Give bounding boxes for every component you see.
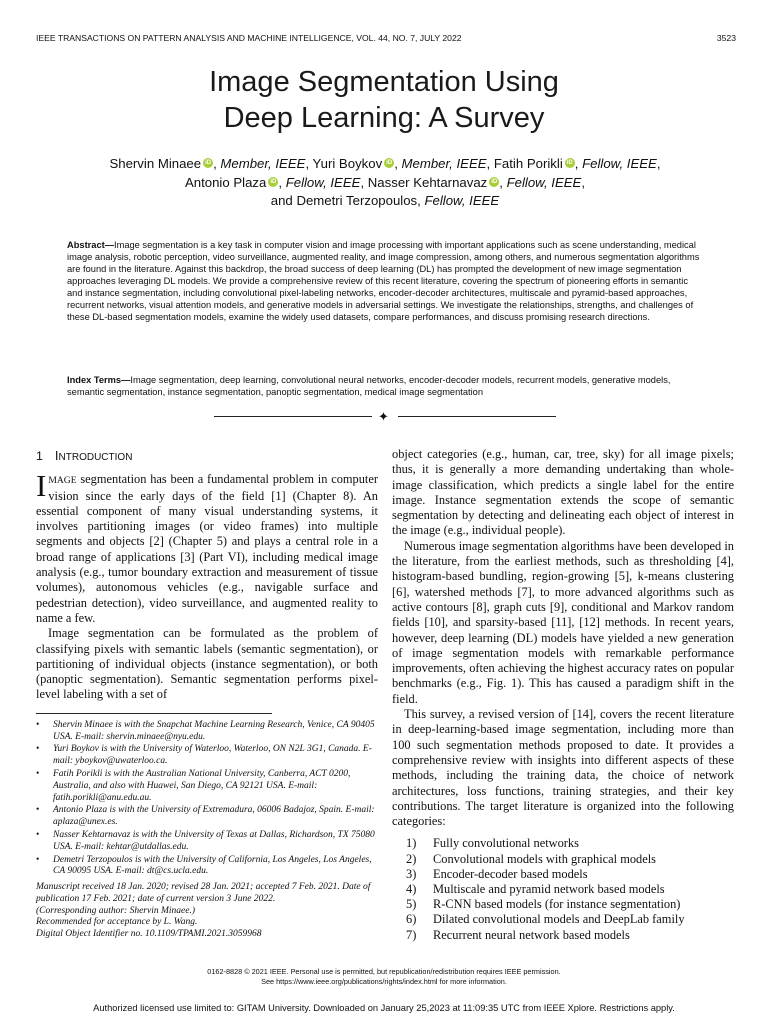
abstract-text: Image segmentation is a key task in computer vision and image processing with important applications such as scene understanding, medical image analysis, robotic perception, video surveillance, augmented reality, and image compression, among others, and numerous segmentation algorithms are found in the literature. Against this backdrop, the broad success of deep learning (DL) has prompted the development of new image segmentation approaches leveraging DL models. We provide a comprehensive review of this recent literature, covering the spectrum of pioneering efforts in semantic and instance segmentation, including convolutional pixel-labeling networks, encoder-decoder architectures, multiscale and pyramid-based approaches, recurrent networks, visual attention models, and generative models in adversarial settings. We investigate the relationships, strengths, and challenges of these DL-based segmentation models, examine the widely used datasets, compare performances, and discuss promising research directions. — [67, 240, 700, 323]
author-role: Fellow, IEEE — [285, 174, 361, 190]
intro-paragraph-2: Image segmentation can be formulated as the problem of classifying pixels with semantic labels (semantic segmentation), or partitioning of individual objects (instance segmentation), or both (panoptic segmentation). Semantic segmentation performs pixel-level labeling with a set of — [36, 626, 378, 702]
orcid-icon[interactable]: iD — [386, 160, 393, 166]
authorized-use-notice: Authorized licensed use limited to: GITAM University. Downloaded on January 25,2023 at 11:09:35 UTC from IEEE Xplore. Restrictions apply. — [93, 1003, 675, 1013]
running-header — [36, 33, 736, 43]
copyright-line-1: 0162-8828 © 2021 IEEE. Personal use is permitted, but republication/redistribution requires IEEE permission. — [207, 967, 561, 976]
page-number: 3523 — [716, 33, 736, 43]
index-terms-label: Index Terms — [67, 375, 122, 385]
list-item: 3) Encoder-decoder based models — [406, 866, 588, 881]
list-item: 4) Multiscale and pyramid network based models — [406, 882, 665, 897]
author-line-1: Shervin Minaee iD , Member, IEEE, Yuri Boykov iD , Member, IEEE, Fatih Porikli iD , Fellow, IEEE, — [109, 156, 661, 171]
author-name: Yuri Boykov — [312, 156, 383, 171]
author-role: Fellow, IEEE — [506, 174, 582, 190]
list-item: 5) R-CNN based models (for instance segmentation) — [406, 897, 681, 912]
author-role: Fellow, IEEE — [582, 156, 657, 171]
paper-title — [0, 64, 768, 136]
corresponding-author: (Corresponding author: Shervin Minaee.) — [36, 905, 196, 916]
index-terms: Index Terms—Image segmentation, deep learning, convolutional neural networks, encoder-decoder models, recurrent models, generative models, semantic segmentation, instance segmentation, panoptic segmentation, medical image segmentation — [67, 375, 671, 398]
section-divider — [214, 410, 556, 425]
orcid-icon[interactable]: iD — [270, 178, 277, 185]
title-line-1: Image Segmentation Using — [209, 66, 559, 98]
divider-ornament-icon: ✦ — [378, 410, 389, 425]
intro-paragraph-1: IMAGE segmentation has been a fundamental problem in computer vision since the early days of the field [1] (Chapter 8). An essential component of many visual understanding systems, it involves partitioning images (or video frames) into multiple segments and objects [2] (Chapter 5) and plays a central role in a broad range of applications [3] (Part VI), including medical image analysis (e.g., tumor boundary extraction and measurement of tissue volumes), autonomous vehicles (e.g., navigable surface and pedestrian detection), video surveillance, and augmented reality to name a few. — [36, 468, 378, 625]
copyright-notice — [0, 967, 768, 986]
manuscript-dates: Manuscript received 18 Jan. 2020; revised 28 Jan. 2021; accepted 7 Feb. 2021. Date of publication 17 Feb. 2021; date of current version 3 June 2022. — [36, 882, 371, 904]
intro-paragraph-4: This survey, a revised version of [14], covers the recent literature in deep-learning-based image segmentation, including more than 100 such segmentation methods proposed to date. It provides a comprehensive review with insights into different aspects of these methods, including the training data, the choice of network architectures, loss functions, training strategies, and their key contributions. The target literature is organized into the following categories: — [392, 707, 734, 829]
author-line-3: and Demetri Terzopoulos, Fellow, IEEE — [270, 193, 500, 208]
copyright-line-2[interactable]: See https://www.ieee.org/publications/rights/index.html for more information. — [261, 976, 507, 986]
list-item: 1) Fully convolutional networks — [406, 836, 579, 851]
section-title-rest: NTRODUCTION — [58, 452, 133, 463]
journal-name: IEEE TRANSACTIONS ON PATTERN ANALYSIS AND MACHINE INTELLIGENCE, VOL. 44, NO. 7, JULY 2022 — [36, 33, 462, 43]
intro-paragraph-2-cont: object categories (e.g., human, car, tree, sky) for all image pixels; thus, it is generally a more demanding undertaking than whole-image classification, which predicts a single label for the entire image. Instance segmentation extends the scope of semantic segmentation by detecting and delineating each object of interest in the image (e.g., individual people). — [392, 447, 734, 538]
author-list — [40, 155, 730, 211]
author-conjunction: and — [270, 193, 293, 208]
list-item: 6) Dilated convolutional models and DeepLab family — [406, 912, 685, 927]
section-heading — [36, 448, 378, 465]
footnote-item: • Yuri Boykov is with the University of Waterloo, Waterloo, ON N2L 3G1, Canada. E-mail: yboykov@uwaterloo.ca. — [36, 744, 378, 768]
author-role: Fellow, IEEE — [424, 193, 500, 208]
author-role: Member, IEEE — [401, 156, 487, 171]
footnote-item: • Shervin Minaee is with the Snapchat Machine Learning Research, Venice, CA 90405 USA. E-mail: shervin.minaee@nyu.edu. — [36, 720, 378, 744]
footnote-item: • Fatih Porikli is with the Australian National University, Canberra, ACT 0200, Australia, and also with Huawei, San Diego, CA 92121 USA. E-mail: fatih.porikli@anu.edu.au. — [36, 769, 378, 804]
author-name: Shervin Minaee — [109, 156, 202, 171]
author-role: Member, IEEE — [220, 156, 306, 171]
category-list — [392, 836, 734, 942]
manuscript-info — [36, 882, 378, 941]
author-name: Antonio Plaza — [184, 174, 267, 190]
title-line-2: Deep Learning: A Survey — [223, 102, 545, 134]
author-line-2: Antonio Plaza iD , Fellow, IEEE, Nasser Kehtarnavaz iD , Fellow, IEEE, — [184, 174, 586, 190]
abstract: Abstract—Image segmentation is a key task in computer vision and image processing with important applications such as scene understanding, medical image analysis, robotic perception, video surveillance, augmented reality, and image compression, among others, and numerous segmentation algorithms are found in the literature. Against this backdrop, the broad success of deep learning (DL) has prompted the development of new image segmentation approaches leveraging DL models. We provide a comprehensive review of this recent literature, covering the spectrum of pioneering efforts in semantic and instance segmentation, including convolutional pixel-labeling networks, encoder-decoder architectures, multiscale and pyramid-based approaches, recurrent networks, visual attention models, and generative models in adversarial settings. We investigate the relationships, strengths, and challenges of these DL-based segmentation models, examine the widely used datasets, compare performances, and discuss promising research directions. — [67, 240, 700, 323]
abstract-label: Abstract — [67, 240, 105, 250]
author-name: Fatih Porikli — [493, 156, 563, 171]
section-number: 1 — [36, 449, 43, 463]
list-item: 7) Recurrent neural network based models — [406, 927, 630, 942]
index-terms-text: Image segmentation, deep learning, convolutional neural networks, encoder-decoder models, recurrent models, generative models, semantic segmentation, instance segmentation, panoptic segmentation, medical image segmentation — [67, 375, 671, 398]
footnote-item: • Antonio Plaza is with the University of Extremadura, 06006 Badajoz, Spain. E-mail: aplaza@unex.es. — [36, 805, 378, 829]
orcid-icon[interactable]: iD — [491, 178, 498, 185]
section-title-initial: I — [54, 448, 59, 463]
recommended-by: Recommended for acceptance by L. Wang. — [36, 917, 198, 928]
footnote-item: • Demetri Terzopoulos is with the University of California, Los Angeles, Los Angeles, CA 90095 USA. E-mail: dt@cs.ucla.edu. — [36, 855, 378, 879]
orcid-icon[interactable]: iD — [205, 160, 212, 166]
left-column — [36, 448, 378, 941]
affiliation-footnotes — [36, 720, 378, 878]
intro-paragraph-3: Numerous image segmentation algorithms have been developed in the literature, from the earliest methods, such as thresholding [4], histogram-based bundling, region-growing [5], k-means clustering [6], watershed methods [7], to more advanced algorithms such as active contours [8], graph cuts [9], conditional and Markov random fields [10], and sparsity-based [11], [12] methods. In recent years, however, deep learning (DL) models have yielded a new generation of image segmentation models with remarkable performance improvements, often achieving the highest accuracy rates on popular benchmarks (e.g., Fig. 1). This has caused a paradigm shift in the field. — [392, 538, 734, 706]
smallcaps-word: MAGE — [48, 475, 77, 487]
footnote-item: • Nasser Kehtarnavaz is with the University of Texas at Dallas, Richardson, TX 75080 USA. E-mail: kehtar@utdallas.edu. — [36, 830, 378, 854]
list-item: 2) Convolutional models with graphical models — [406, 851, 657, 866]
orcid-icon[interactable]: iD — [566, 160, 573, 166]
footnote-rule — [36, 713, 272, 714]
author-name: Nasser Kehtarnavaz — [367, 174, 488, 190]
right-column — [392, 447, 734, 943]
author-name: Demetri Terzopoulos — [296, 193, 418, 208]
doi: Digital Object Identifier no. 10.1109/TPAMI.2021.3059968 — [36, 928, 262, 939]
drop-cap: I — [36, 468, 47, 504]
